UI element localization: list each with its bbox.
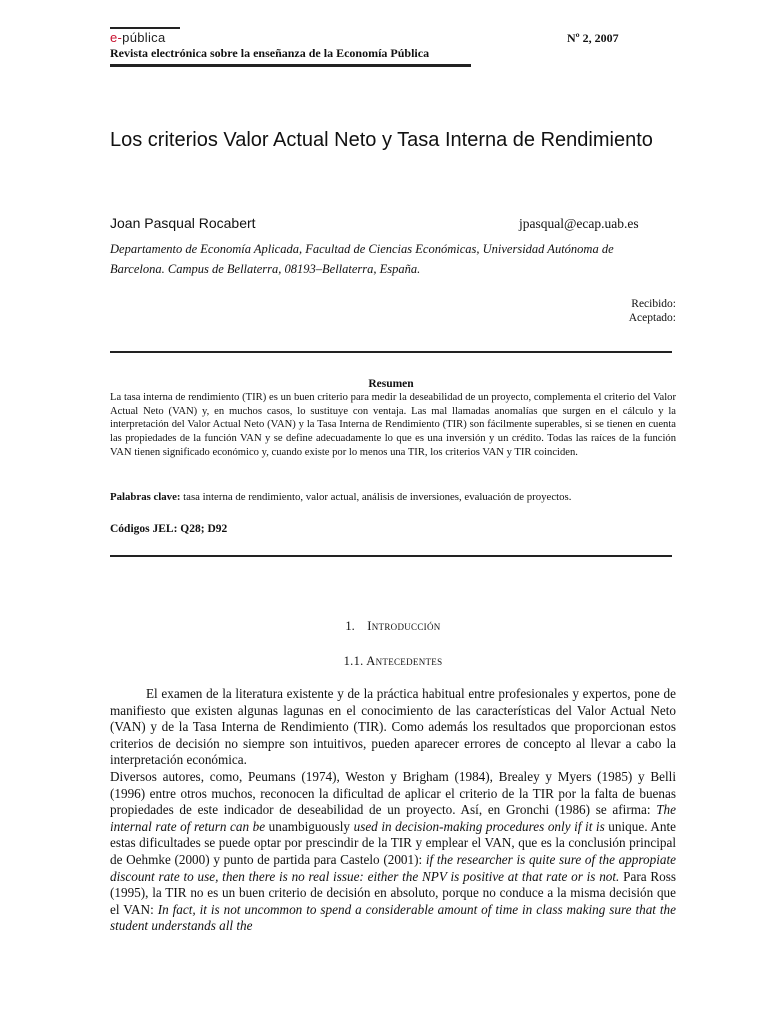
keywords-label: Palabras clave: <box>110 491 181 503</box>
author-affiliation: Departamento de Economía Aplicada, Facultad de Ciencias Económicas, Universidad Autónoma de Barcelona. Campus de Bellaterra, 08193–Bellaterra, España. <box>110 242 614 276</box>
author-email[interactable]: jpasqual@ecap.uab.es <box>519 216 639 231</box>
text-run: Diversos autores, como, Peumans (1974), Weston y Brigham (1984), Brealey y Myers (1985) y Belli (1996) entre otros muchos, reconocen la dificultad de aplicar el criterio de la TIR por la falta de buenas propiedades de este indicador de deseabilidad de un proyecto. Así, en Gronchi (1986) se afirma: <box>110 768 676 818</box>
keywords-list: tasa interna de rendimiento, valor actual, análisis de inversiones, evaluación de proyectos. <box>183 491 572 503</box>
text-run: unique. Ante estas dificultades se puede optar por prescindir de la TIR y emplear el VAN, que es la conclusión principal de Oehmke (2000) y punto de partida para Castelo (2001): <box>110 818 676 867</box>
abstract-top-rule <box>110 351 672 353</box>
author-name: Joan Pasqual Rocabert <box>110 215 256 231</box>
abstract-heading: Resumen <box>368 378 414 390</box>
quote-run: In fact, it is not uncommon to spend a considerable amount of time in class making sure that the student understands all the <box>110 901 677 934</box>
keywords <box>110 491 676 503</box>
paragraph-1: El examen de la literatura existente y de la práctica habitual entre profesionales y expertos, pone de manifiesto que existen algunas lagunas en el conocimiento de las características del Valor Actual Neto (VAN) y de la Tasa Interna de Rendimiento (TIR). Como además los resultados que proporcionan estos criterios de decisión no siempre son intuitivos, pueden aparecer errores de concepto al llevar a cabo la interpretación económica. <box>110 686 676 768</box>
header-top-rule <box>110 27 180 29</box>
logo-text: pública <box>122 30 166 45</box>
accepted-label: Aceptado: <box>628 312 676 324</box>
submission-dates <box>629 297 676 325</box>
subsection-heading-1-1: 1.1. Antecedentes <box>343 654 443 668</box>
article-title: Los criterios Valor Actual Neto y Tasa Interna de Rendimiento <box>110 129 653 151</box>
section-title: Introducción <box>367 619 441 633</box>
quote-run: used in decision-making procedures only if it is <box>353 818 605 834</box>
quote-run: The internal rate of return can be <box>110 802 676 834</box>
text-run: unambiguously <box>265 818 354 834</box>
issue-number: Nº 2, 2007 <box>567 31 619 45</box>
abstract-text: La tasa interna de rendimiento (TIR) es un buen criterio para medir la deseabilidad de un proyecto, complementa el criterio del Valor Actual Neto (VAN) y, en muchos casos, lo sustituye con ventaja. Las mal llamadas anomalías que surgen en el cálculo y la interpretación del Valor Actual Neto (VAN) y la Tasa Interna de Rendimiento (TIR) son fácilmente superables, si se tienen en cuenta las propiedades de la función VAN y se define adecuadamente lo que es una inversión y un crédito. Todas las raíces de la función VAN tienen significado económico y, cuando existe por lo menos una TIR, los criterios VAN y TIR coinciden. <box>110 392 676 458</box>
logo-prefix: e- <box>110 30 123 45</box>
journal-logo <box>110 30 165 45</box>
journal-name: Revista electrónica sobre la enseñanza de la Economía Pública <box>110 46 430 60</box>
received-label: Recibido: <box>631 298 676 310</box>
section-heading-1 <box>110 619 676 634</box>
jel-codes: Códigos JEL: Q28; D92 <box>110 523 228 535</box>
paragraph-2 <box>110 769 676 935</box>
body-text <box>110 686 676 935</box>
section-number: 1. <box>345 619 355 633</box>
abstract-bottom-rule <box>110 555 672 557</box>
quote-run: if the researcher is quite sure of the appropiate discount rate to use, then there is no real issue: either the NPV is positive at that rate or is not. <box>110 851 677 884</box>
header-rule <box>110 64 471 67</box>
text-run: Para Ross (1995), la TIR no es un buen criterio de decisión en absoluto, porque no conduce a la misma decisión que el VAN: <box>110 868 676 917</box>
